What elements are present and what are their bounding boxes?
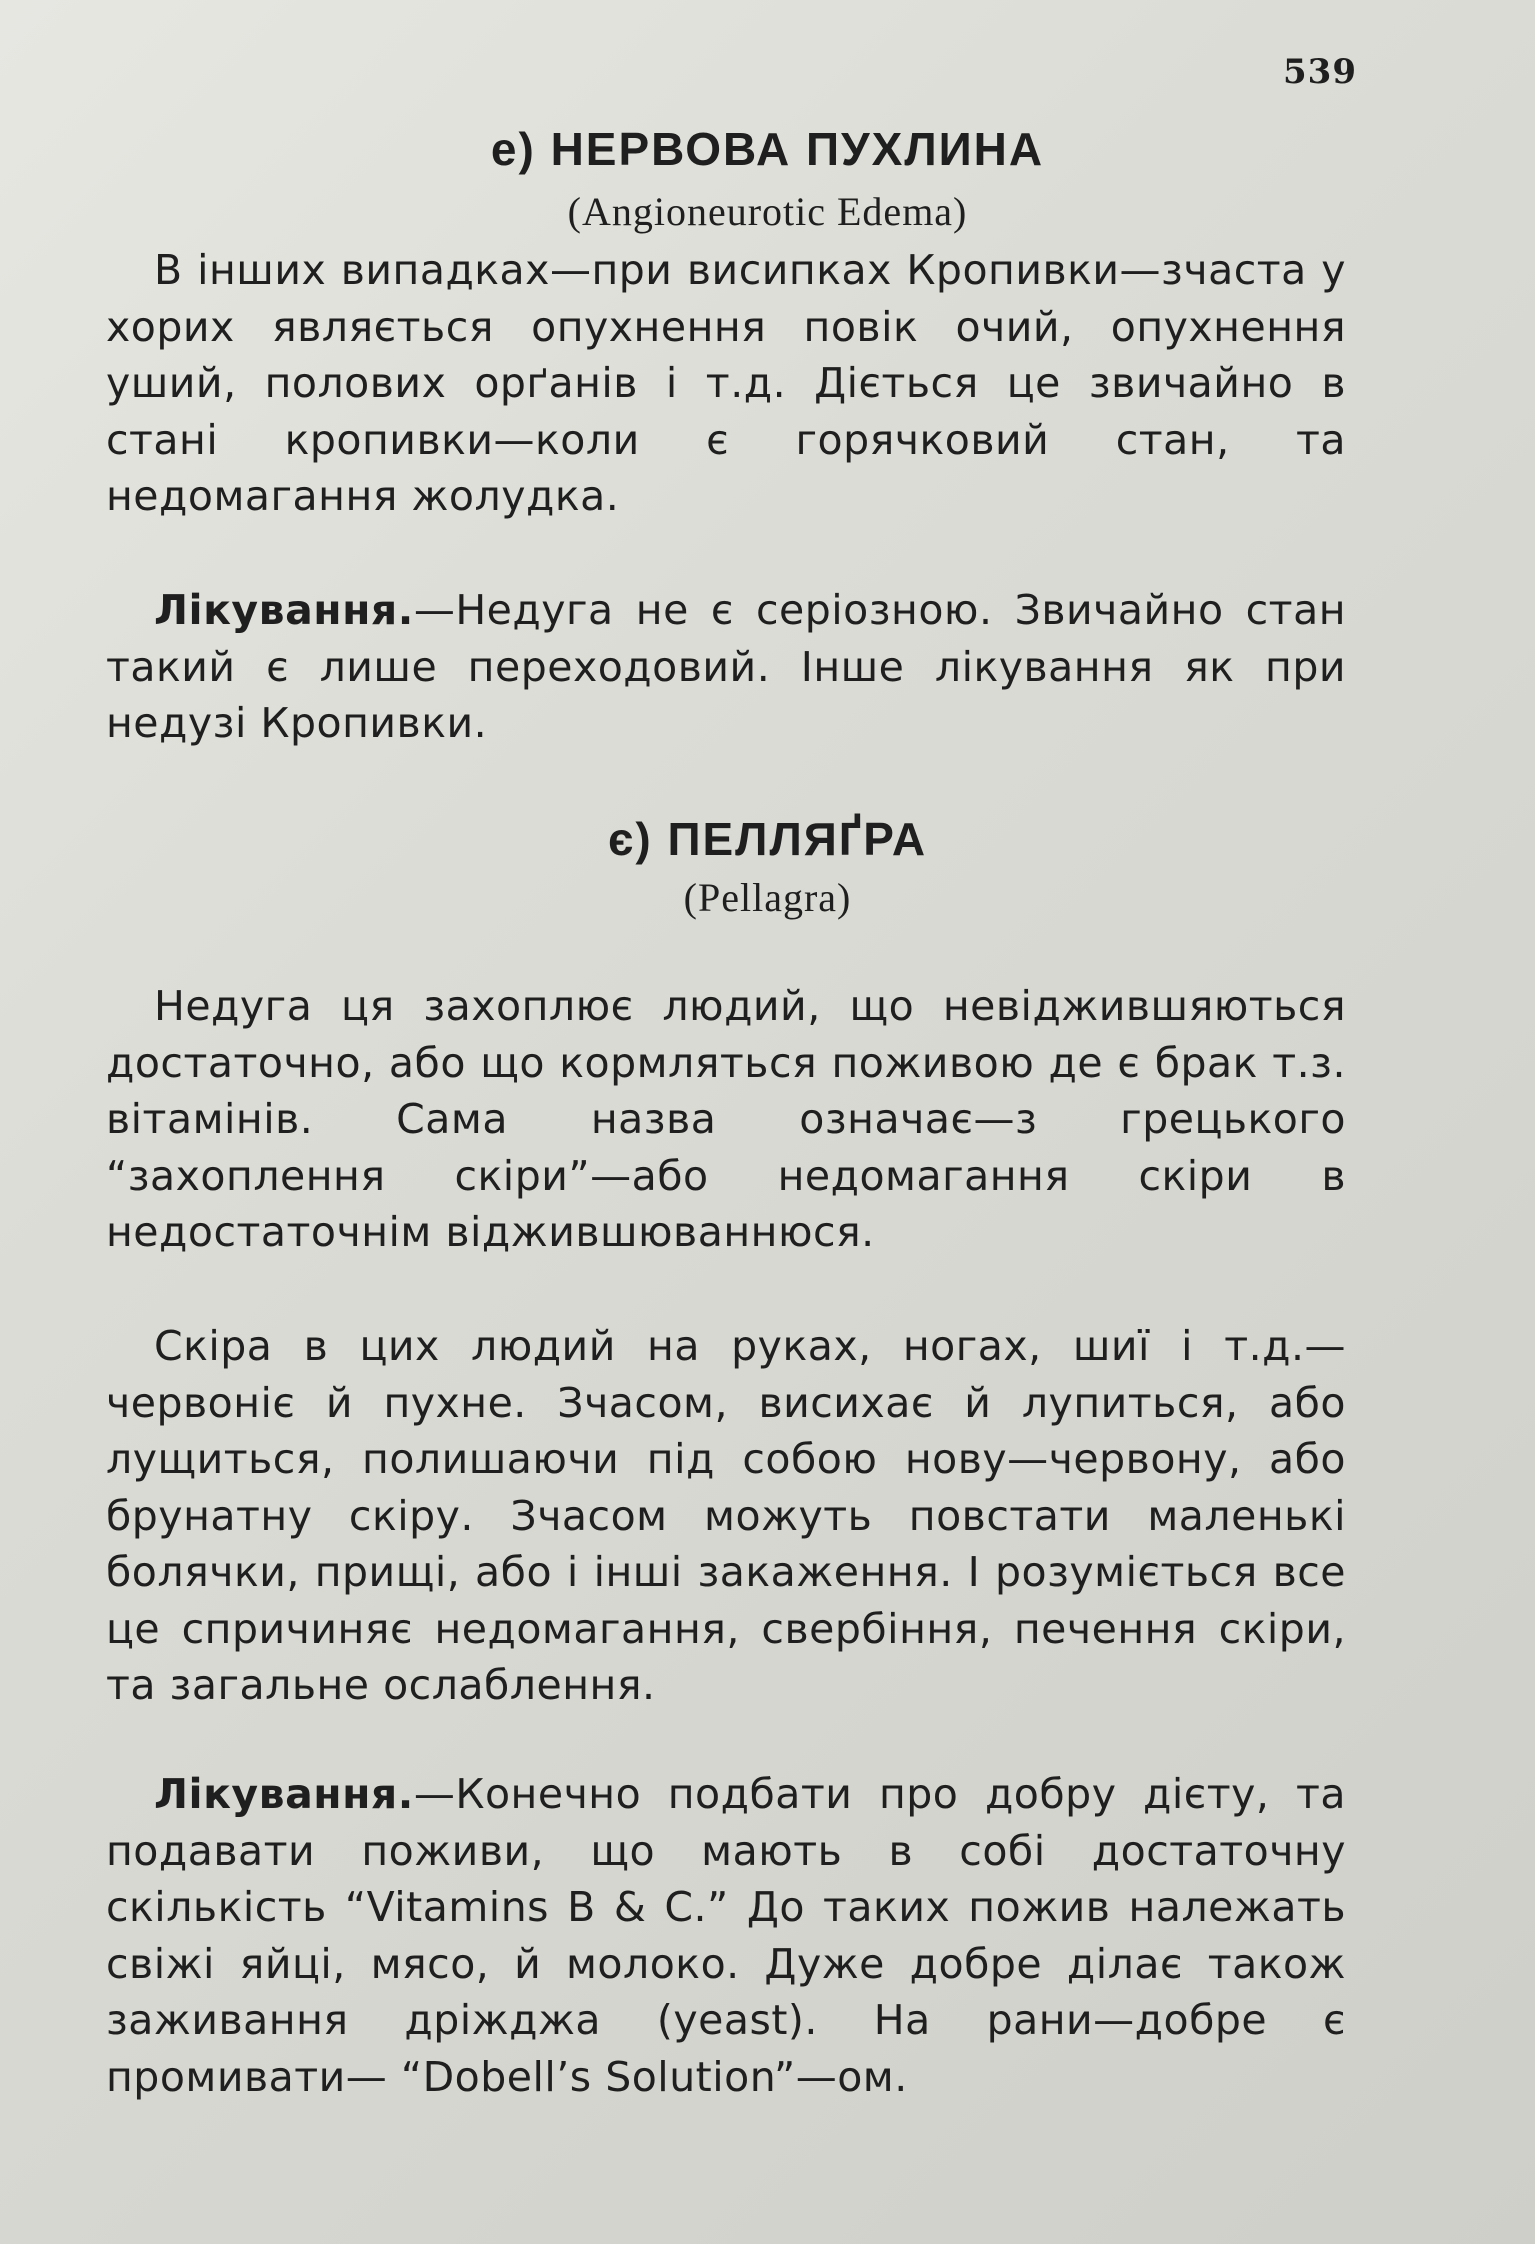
section-subtitle-angioneurotic-edema: (Angioneurotic Edema) — [567, 189, 968, 234]
paragraph-text: Скіра в цих людий на руках, ногах, шиї і т.д.—червоніє й пухне. Зчасом, висихає й лупиться, або лущиться, полишаючи під собою нову—червону, або брунатну скіру. Зчасом можуть повстати маленькі болячки, прищі, або і інші закаження. І розуміється все це спричиняє недомагання, свербіння, печення скіри, та загальне ослаблення. — [106, 1322, 1346, 1709]
paragraph-text: —Конечно подбати про добру дієту, та подавати поживи, що мають в собі достаточну скількість “Vitamins B & C.” До таких пожив належать свіжі яйці, мясо, й молоко. Дуже добре ділає також заживання дріжджа (yeast). На рани—добре є промивати— “Dobell’s Solution”—ом. — [106, 1770, 1346, 2101]
paragraph-lead: Лікування. — [154, 586, 414, 634]
paragraph-edema-treatment — [106, 582, 1346, 752]
section-subtitle-pellagra: (Pellagra) — [683, 875, 852, 920]
section-title-nervous-swelling: е) НЕРВОВА ПУХЛИНА — [490, 123, 1045, 175]
page-number: 539 — [1283, 52, 1357, 92]
paragraph-text: Недуга ця захоплює людий, що невіджившяються достаточно, або що кормляться поживою де є брак т.з. вітамінів. Сама назва означає—з грецького “захоплення скіри”—або недомагання скіри в недостаточнім віджившюваннюся. — [106, 982, 1346, 1256]
paragraph-pellagra-description — [106, 978, 1346, 1261]
paragraph-text: —Недуга не є серіозною. Звичайно стан такий є лише переходовий. Інше лікування як при недузі Кропивки. — [106, 586, 1346, 747]
paragraph-edema-description — [106, 242, 1346, 525]
paragraph-pellagra-treatment — [106, 1766, 1346, 2105]
paragraph-text: В інших випадках—при висипках Кропивки—зчаста у хорих являється опухнення повік очий, опухнення уший, полових орґанів і т.д. Діється це звичайно в стані кропивки—коли є горячковий стан, та недомагання жолудка. — [106, 246, 1346, 520]
paragraph-pellagra-symptoms — [106, 1318, 1346, 1714]
section-title-pellagra: є) ПЕЛЛЯҐРА — [607, 813, 928, 865]
paragraph-lead: Лікування. — [154, 1770, 414, 1818]
